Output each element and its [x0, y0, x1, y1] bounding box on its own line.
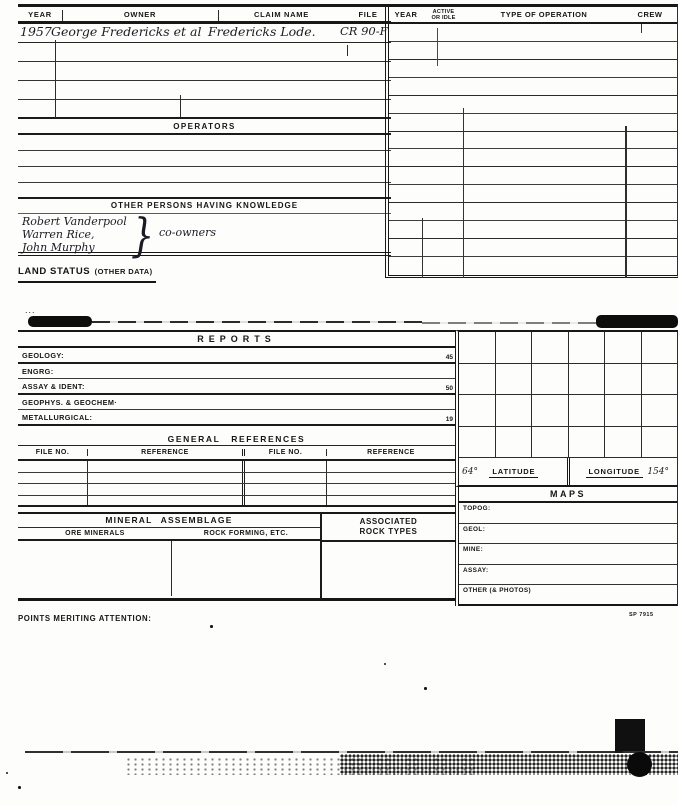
genref-empty-row [18, 473, 455, 485]
location-grid-cell [459, 427, 496, 459]
coordinates-row [455, 458, 678, 487]
row-number: 45 [445, 353, 453, 361]
map-row-assay: ASSAY: [459, 565, 677, 586]
rock-forming-header: ROCK FORMING, ETC. [203, 530, 289, 537]
operations-header-type: TYPE OF OPERATION [500, 10, 588, 19]
operations-header-active-or-idle: ACTIVE OR IDLE [431, 8, 456, 21]
operations-row [389, 257, 677, 274]
genref-header-file-no-1: FILE NO. [18, 449, 88, 456]
co-owners-note: co-owners [159, 226, 217, 239]
location-grid-cell [642, 427, 678, 459]
associated-rock-types-header: ASSOCIATED ROCK TYPES [322, 514, 455, 542]
latitude-label: LATITUDE [489, 467, 538, 478]
scan-smudge [92, 321, 422, 323]
claims-header-owner: OWNER [123, 9, 157, 19]
claims-empty-row [18, 62, 391, 81]
operations-row [389, 114, 677, 132]
scan-speck [424, 687, 427, 690]
operations-row [389, 42, 677, 60]
location-grid-cell [459, 332, 496, 364]
location-grid-cell [642, 364, 678, 396]
operations-row [389, 60, 677, 78]
form-number: SP 7915 [629, 612, 654, 618]
location-grid-cell [605, 427, 642, 459]
claim-entry-year: 1957 [20, 24, 52, 39]
scan-speck [384, 663, 386, 665]
operations-row [389, 96, 677, 114]
map-row-other-photos: OTHER (& PHOTOS) [459, 585, 677, 606]
claim-entry-row [18, 24, 391, 43]
location-grid-cell [532, 395, 569, 427]
stray-tick [180, 95, 181, 117]
column-line-fragment [625, 126, 627, 278]
land-status-label: LAND STATUS [18, 266, 91, 277]
maps-section [455, 487, 678, 606]
report-row-metallurgical: METALLURGICAL: 19 [18, 410, 455, 426]
column-line-fragment [422, 218, 423, 278]
location-grid-cell [642, 332, 678, 364]
other-persons-handwriting [18, 208, 391, 262]
ore-minerals-header: ORE MINERALS [65, 530, 125, 537]
maps-title: MAPS [459, 487, 677, 503]
report-row-geology: GEOLOGY: 45 [18, 348, 455, 364]
longitude-cell [570, 458, 678, 485]
claims-empty-row [18, 100, 391, 119]
latitude-cell [459, 458, 570, 485]
scan-smudge [596, 315, 678, 328]
location-grid-cell [459, 395, 496, 427]
points-meriting-attention-label: POINTS MERITING ATTENTION: [18, 614, 152, 623]
scan-speck [6, 772, 8, 774]
land-status-heading [18, 261, 156, 283]
operations-header-crew: CREW [637, 10, 663, 19]
location-grid-cell [569, 427, 606, 459]
column-line-fragment [437, 28, 438, 66]
handwritten-brace: } [130, 208, 155, 262]
operations-row [389, 221, 677, 239]
location-grid-cell [496, 427, 533, 459]
location-grid-cell [532, 332, 569, 364]
operations-row [389, 239, 677, 257]
genref-header-file-no-2: FILE NO. [245, 449, 327, 456]
report-row-engrg: ENGRG: [18, 364, 455, 380]
scan-artifact-circle [627, 752, 652, 777]
claims-header-file: FILE [358, 9, 378, 19]
operations-row [389, 185, 677, 203]
claim-entry-owner: George Fredericks et al [51, 24, 202, 39]
scan-speck [18, 786, 21, 789]
person-name-1: Robert Vanderpool [22, 215, 127, 228]
location-grid-cell [569, 332, 606, 364]
genref-header-reference-1: REFERENCE [88, 449, 245, 456]
location-grid-cell [496, 332, 533, 364]
header-divider-tick [218, 10, 219, 21]
stray-dots: ... [25, 305, 36, 315]
operations-row [389, 149, 677, 167]
location-grid-cell [459, 364, 496, 396]
operations-table [385, 4, 678, 278]
operations-row [389, 24, 677, 42]
operations-header-year: YEAR [394, 10, 418, 19]
row-number: 50 [445, 384, 453, 392]
location-grid-cell [496, 364, 533, 396]
longitude-value: 154° [647, 467, 670, 477]
location-grid-cell [532, 427, 569, 459]
operations-row [389, 203, 677, 221]
person-name-3: John Murphy [22, 241, 95, 254]
claim-entry-claim-name: Fredericks Lode. [208, 24, 316, 39]
operations-table-header [389, 7, 677, 24]
claim-entry-file: CR 90-F [340, 24, 388, 38]
operators-empty-row [18, 151, 391, 167]
operators-empty-row [18, 135, 391, 151]
mineral-assemblage-title: MINERAL ASSEMBLAGE [18, 514, 320, 528]
claims-empty-row [18, 81, 391, 100]
mineral-assemblage-section [18, 512, 320, 601]
mineral-assemblage-body [18, 541, 320, 596]
location-grid-cell [569, 364, 606, 396]
claims-header-claim-name: CLAIM NAME [254, 9, 309, 19]
scan-artifact-square [615, 719, 645, 753]
location-grid [455, 330, 678, 458]
stray-tick [347, 45, 348, 56]
genref-header-reference-2: REFERENCE [367, 449, 415, 456]
genref-empty-row [18, 496, 455, 508]
ore-minerals-cell [18, 541, 172, 596]
reports-title: REPORTS [18, 332, 455, 348]
location-grid-cell [569, 395, 606, 427]
stray-tick [641, 24, 642, 33]
claims-empty-row [18, 43, 391, 62]
claims-table [18, 4, 391, 262]
genref-empty-row [18, 484, 455, 496]
operations-row [389, 78, 677, 96]
location-grid-cell [642, 395, 678, 427]
operators-empty-row [18, 167, 391, 183]
map-row-mine: MINE: [459, 544, 677, 565]
genref-empty-row [18, 461, 455, 473]
scan-smudge [28, 316, 92, 327]
map-row-topog: TOPOG: [459, 503, 677, 524]
report-row-geophys-geochem: GEOPHYS. & GEOCHEM· [18, 395, 455, 411]
operators-section-title: OPERATORS [18, 119, 391, 135]
scan-speck [210, 625, 213, 628]
column-line-fragment [55, 40, 56, 118]
operations-rows [389, 24, 677, 274]
scan-smudge [422, 322, 598, 324]
header-divider-tick [62, 10, 63, 21]
location-grid-cell [605, 332, 642, 364]
general-references-header [18, 446, 455, 461]
land-status-sublabel: (OTHER DATA) [94, 267, 153, 276]
rock-forming-cell [172, 541, 320, 596]
mineral-assemblage-subheader [18, 528, 320, 541]
person-name-2: Warren Rice, [22, 228, 95, 241]
claims-table-header [18, 7, 391, 24]
longitude-label: LONGITUDE [586, 467, 643, 478]
location-grid-cell [605, 364, 642, 396]
operators-empty-row [18, 183, 391, 199]
associated-rock-types-section [320, 512, 455, 601]
location-grid-cell [496, 395, 533, 427]
row-number: 19 [445, 415, 453, 423]
column-line-fragment [463, 108, 464, 278]
other-persons-section-title: OTHER PERSONS HAVING KNOWLEDGE [18, 199, 391, 214]
report-row-assay-ident: ASSAY & IDENT: 50 [18, 379, 455, 395]
reports-section [18, 330, 455, 426]
location-grid-cell [532, 364, 569, 396]
map-row-geol: GEOL: [459, 524, 677, 545]
latitude-value: 64° [462, 467, 478, 477]
operations-row [389, 167, 677, 185]
operations-row [389, 132, 677, 150]
general-references-section [18, 433, 455, 507]
general-references-title: GENERAL REFERENCES [18, 433, 455, 446]
location-grid-cell [605, 395, 642, 427]
claims-header-year: YEAR [28, 9, 52, 19]
